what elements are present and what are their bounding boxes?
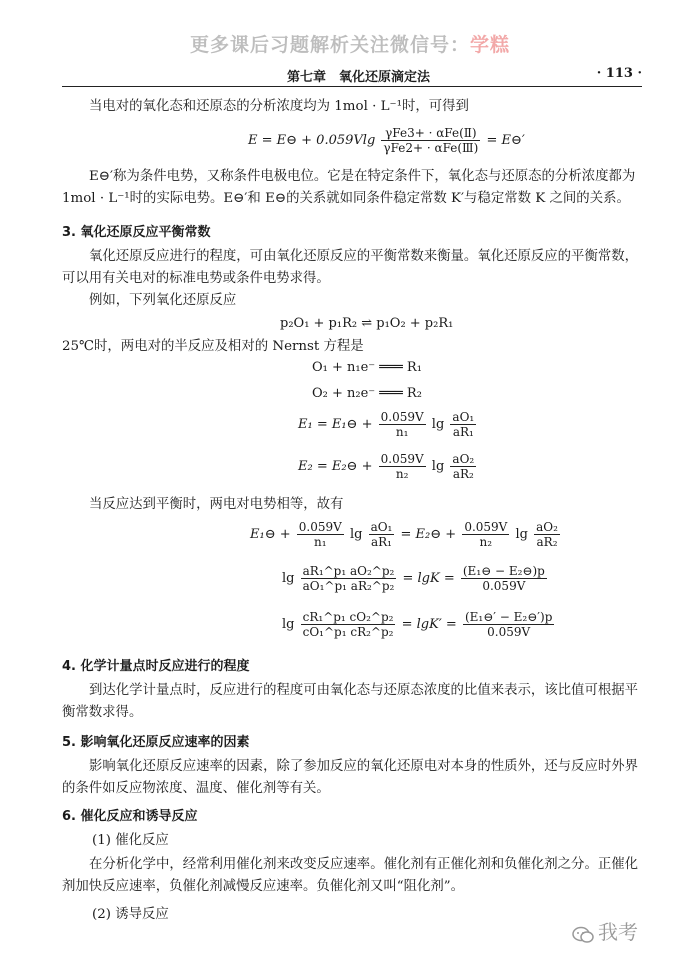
section-heading: 6. 催化反应和诱导反应: [62, 809, 198, 824]
equation-lgK: [282, 564, 549, 593]
paragraph: 例如，下列氧化还原反应: [89, 293, 237, 308]
nernst2-num: 0.059V: [380, 452, 424, 466]
equation-half-reaction-2: O₂ + n₂e⁻ ═══ R₂: [312, 386, 422, 401]
paragraph: 到达化学计量点时，反应进行的程度可由氧化态与还原态浓度的比值来表示，该比值可根据平衡常数求得。: [62, 683, 639, 720]
eq-right: = E⊖′: [486, 133, 525, 148]
paragraph: 影响氧化还原反应速率的因素，除了参加反应的氧化还原电对本身的性质外，还与反应时外界的条件如反应物浓度、温度、催化剂等有关。: [62, 759, 639, 796]
subsection-heading: (1) 催化反应: [92, 833, 169, 848]
watermark-bottom: [572, 916, 638, 945]
eqm-act1-num: aO₁: [370, 520, 393, 534]
equation-nernst-2: [298, 452, 478, 481]
eq-numerator: γFe3+ · αFe(Ⅱ): [381, 126, 480, 141]
lgkp-eq: = lgK′ =: [401, 617, 457, 632]
lgkp-lg: lg: [282, 617, 295, 632]
eqm-act2-den: aR₂: [536, 535, 558, 549]
section-heading: 4. 化学计量点时反应进行的程度: [62, 659, 250, 674]
eq-fraction: [381, 126, 480, 155]
nernst2-anum: aO₂: [452, 452, 475, 466]
header-rule: [62, 86, 642, 87]
nernst2-aden: aR₂: [452, 467, 474, 481]
paragraph: 氧化还原反应进行的程度，可由氧化还原反应的平衡常数来衡量。氧化还原反应的平衡常数，可以用有关电对的标准电势或条件电势求得。: [62, 249, 639, 286]
paragraph: 当反应达到平衡时，两电对电势相等，故有: [89, 497, 344, 512]
lgk-eq: = lgK =: [402, 571, 455, 586]
eqm-act2-num: aO₂: [536, 520, 558, 534]
lgk-rden: 0.059V: [482, 579, 526, 593]
equation-half-reaction-1: O₁ + n₁e⁻ ═══ R₁: [312, 360, 422, 375]
nernst2-fraction: [379, 452, 426, 481]
nernst1-anum: aO₁: [452, 410, 475, 424]
lgkp-rnum: (E₁⊖′ − E₂⊖′)p: [464, 610, 553, 624]
watermark-top: [0, 30, 700, 57]
lgkp-den: cO₁^p₁ cR₂^p₂: [302, 625, 394, 639]
watermark-highlight: 学糕: [470, 34, 511, 56]
nernst1-lg: lg: [431, 417, 445, 432]
nernst1-num: 0.059V: [380, 410, 424, 424]
eqm-lg2: lg: [515, 527, 528, 542]
eqm-frac1-num: 0.059V: [298, 520, 342, 534]
nernst1-den: n₁: [395, 425, 409, 439]
lgk-activity: [301, 564, 397, 593]
equation-nernst-1: [298, 410, 478, 439]
lgkp-rden: 0.059V: [487, 625, 531, 639]
watermark-bottom-text: 我考: [598, 920, 638, 944]
eqm-left: E₁⊖ +: [250, 527, 291, 542]
nernst1-fraction: [379, 410, 426, 439]
section-heading: 3. 氧化还原反应平衡常数: [62, 225, 211, 240]
eqm-act1: [369, 520, 395, 549]
eqm-act1-den: aR₁: [370, 535, 392, 549]
equation-conditional-potential: [248, 126, 525, 155]
lgk-result: [461, 564, 547, 593]
eqm-frac2: [462, 520, 509, 549]
eqm-frac2-num: 0.059V: [464, 520, 508, 534]
nernst2-den: n₂: [395, 467, 409, 481]
lgk-den: aO₁^p₁ aR₂^p₂: [302, 579, 395, 593]
watermark-main: 更多课后习题解析关注微信号：: [189, 34, 470, 56]
lgk-lg: lg: [282, 571, 295, 586]
eqm-frac1-den: n₁: [314, 535, 327, 549]
nernst2-lg: lg: [431, 459, 445, 474]
paragraph: 当电对的氧化态和还原态的分析浓度均为 1mol · L⁻¹时，可得到: [89, 99, 469, 114]
eq-denominator: γFe2+ · αFe(Ⅲ): [383, 141, 479, 155]
equation-lgKprime: [282, 610, 556, 639]
lgk-num: aR₁^p₁ aO₂^p₂: [302, 564, 395, 578]
lgkp-conc: [301, 610, 396, 639]
page-number: · 113 ·: [596, 66, 642, 81]
paragraph: 25℃时，两电对的半反应及相对的 Nernst 方程是: [62, 339, 364, 354]
eqm-lg1: lg: [349, 527, 363, 542]
lgk-rnum: (E₁⊖ − E₂⊖)p: [462, 564, 545, 578]
nernst1-left: E₁ = E₁⊖ +: [298, 417, 373, 432]
lgkp-result: [463, 610, 554, 639]
nernst2-left: E₂ = E₂⊖ +: [298, 459, 373, 474]
nernst1-aden: aR₁: [452, 425, 474, 439]
equation-reaction: p₂O₁ + p₁R₂ ⇌ p₁O₂ + p₂R₁: [280, 316, 454, 331]
subsection-heading: (2) 诱导反应: [92, 907, 169, 922]
nernst2-activity: [450, 452, 476, 481]
equation-equilibrium: [250, 520, 562, 549]
section-heading: 5. 影响氧化还原反应速率的因素: [62, 735, 250, 750]
eqm-mid: = E₂⊖ +: [400, 527, 457, 542]
paragraph: 在分析化学中，经常利用催化剂来改变反应速率。催化剂有正催化剂和负催化剂之分。正催化剂加快反应速率，负催化剂减慢反应速率。负催化剂又叫“阻化剂”。: [62, 857, 639, 894]
chapter-title: 第七章 氧化还原滴定法: [287, 70, 431, 85]
eq-left: E = E⊖ + 0.059Vlg: [248, 133, 376, 148]
nernst1-activity: [450, 410, 476, 439]
eqm-frac2-den: n₂: [479, 535, 493, 549]
eqm-frac1: [297, 520, 344, 549]
paragraph: E⊖′称为条件电势，又称条件电极电位。它是在特定条件下，氧化态与还原态的分析浓度都为 1mol · L⁻¹时的实际电势。E⊖′和 E⊖的关系就如同条件稳定常数 K′与稳定常数 K 之间的关系。: [62, 169, 636, 206]
eqm-act2: [534, 520, 560, 549]
lgkp-num: cR₁^p₁ cO₂^p₂: [302, 610, 394, 624]
wechat-icon: [572, 925, 594, 943]
